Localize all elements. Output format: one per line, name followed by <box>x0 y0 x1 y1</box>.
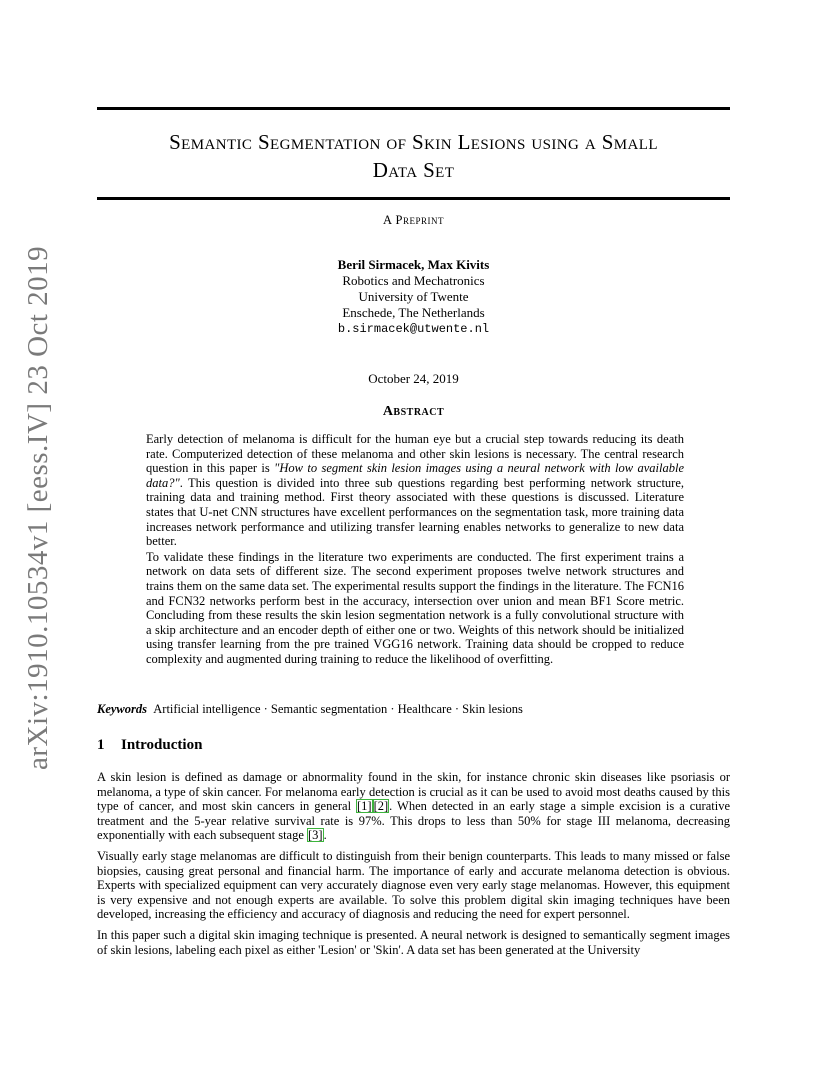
abstract-body <box>146 432 684 668</box>
abstract-heading: Abstract <box>382 404 445 419</box>
author-university: University of Twente <box>358 289 469 304</box>
section-title: Introduction <box>121 737 203 753</box>
title-line-2: Data Set <box>372 158 455 182</box>
keywords-label: Keywords <box>97 702 147 716</box>
author-department: Robotics and Mechatronics <box>342 273 485 288</box>
arxiv-side-stamp: arXiv:1910.10534v1 [eess.IV] 23 Oct 2019 <box>22 245 54 770</box>
paper-title <box>97 128 730 184</box>
intro-text: A skin lesion is defined as damage or abnormality found in the skin, for instance chronic skin diseases like psoriasis or melanoma, a type of skin cancer. For melanoma early detection is crucial as it can be used to avoid most deaths caused by this type of cancer, and most skin cancers in general <box>97 770 730 814</box>
citation-link-1[interactable]: [1] <box>357 799 372 814</box>
intro-paragraph-3: In this paper such a digital skin imaging technique is presented. A neural network is designed to semantically segment images of skin lesions, labeling each pixel as either 'Lesion' or 'Skin'. A data set has been generated at the University <box>97 927 730 957</box>
author-block <box>97 257 730 337</box>
abstract-text: . This question is divided into three sub questions regarding best performing network structure, training data and training method. First theory associated with these questions is discussed. Literature states that U-net CNN structures have excellent performances on the segmentation task, more training data increases network performance and utilizing transfer learning enables networks to generalize to new data better. <box>146 475 684 549</box>
abstract-paragraph-2: To validate these findings in the literature two experiments are conducted. The first experiment trains a network on data sets of different size. The second experiment proposes twelve network structures and trains them on the same data set. The experimental results support the findings in the literature. The FCN16 and FCN32 networks perform best in the accuracy, intersection over union and mean BF1 Score metric. Concluding from these results the skin lesion segmentation network is a fully convolutional structure with a skip architecture and an encoder depth of either one or two. Weights of this network should be initialized using transfer learning from the pre trained VGG16 network. Training data should be cropped to reduce complexity and augmented during training to reduce the likelihood of overfitting. <box>146 549 684 666</box>
intro-paragraph-2: Visually early stage melanomas are difficult to distinguish from their benign counterparts. This leads to many missed or false biopsies, causing great personal and financial harm. The importance of early and accurate melanoma detection is obvious. Experts with specialized equipment can very accurately diagnose even very early stage melanomas. However, this equipment is very expensive and not enough experts are available. To solve this problem digital skin imaging techniques have been developed, increasing the efficiency and accuracy of diagnosis and reducing the need for expert personnel. <box>97 848 730 922</box>
paper-date: October 24, 2019 <box>368 371 459 386</box>
title-line-1: Semantic Segmentation of Skin Lesions using a Small <box>169 130 658 154</box>
author-email[interactable]: b.sirmacek@utwente.nl <box>337 322 490 336</box>
citation-link-2[interactable]: [2] <box>373 799 389 814</box>
abstract-paragraph-1 <box>146 432 684 549</box>
section-heading-introduction <box>97 737 202 754</box>
keywords-text: Artificial intelligence · Semantic segmentation · Healthcare · Skin lesions <box>153 702 523 716</box>
citation-link-3[interactable]: [3] <box>308 828 323 843</box>
introduction-body <box>97 770 730 963</box>
title-bottom-rule <box>97 197 730 200</box>
abstract-text: Early detection of melanoma is difficult for the human eye but a crucial step towards reducing its death rate. Computerized detection of these melanoma and other skin lesions is necessary. The central research question in this paper is <box>146 432 684 476</box>
preprint-label: A Preprint <box>383 213 444 227</box>
title-top-rule <box>97 107 730 110</box>
author-location: Enschede, The Netherlands <box>342 305 485 320</box>
section-number: 1 <box>97 737 105 753</box>
keywords-line <box>97 702 730 717</box>
intro-text: . <box>323 828 327 843</box>
author-names: Beril Sirmacek, Max Kivits <box>337 257 490 272</box>
research-question: "How to segment skin lesion images using a neural network with low available data?" <box>146 461 684 490</box>
intro-paragraph-1 <box>97 770 730 843</box>
intro-text: . When detected in an early stage a simple excision is a curative treatment and the 5-year relative survival rate is 97%. This drops to less than 50% for stage III melanoma, decreasing exponentially with each subsequent stage <box>97 799 730 843</box>
